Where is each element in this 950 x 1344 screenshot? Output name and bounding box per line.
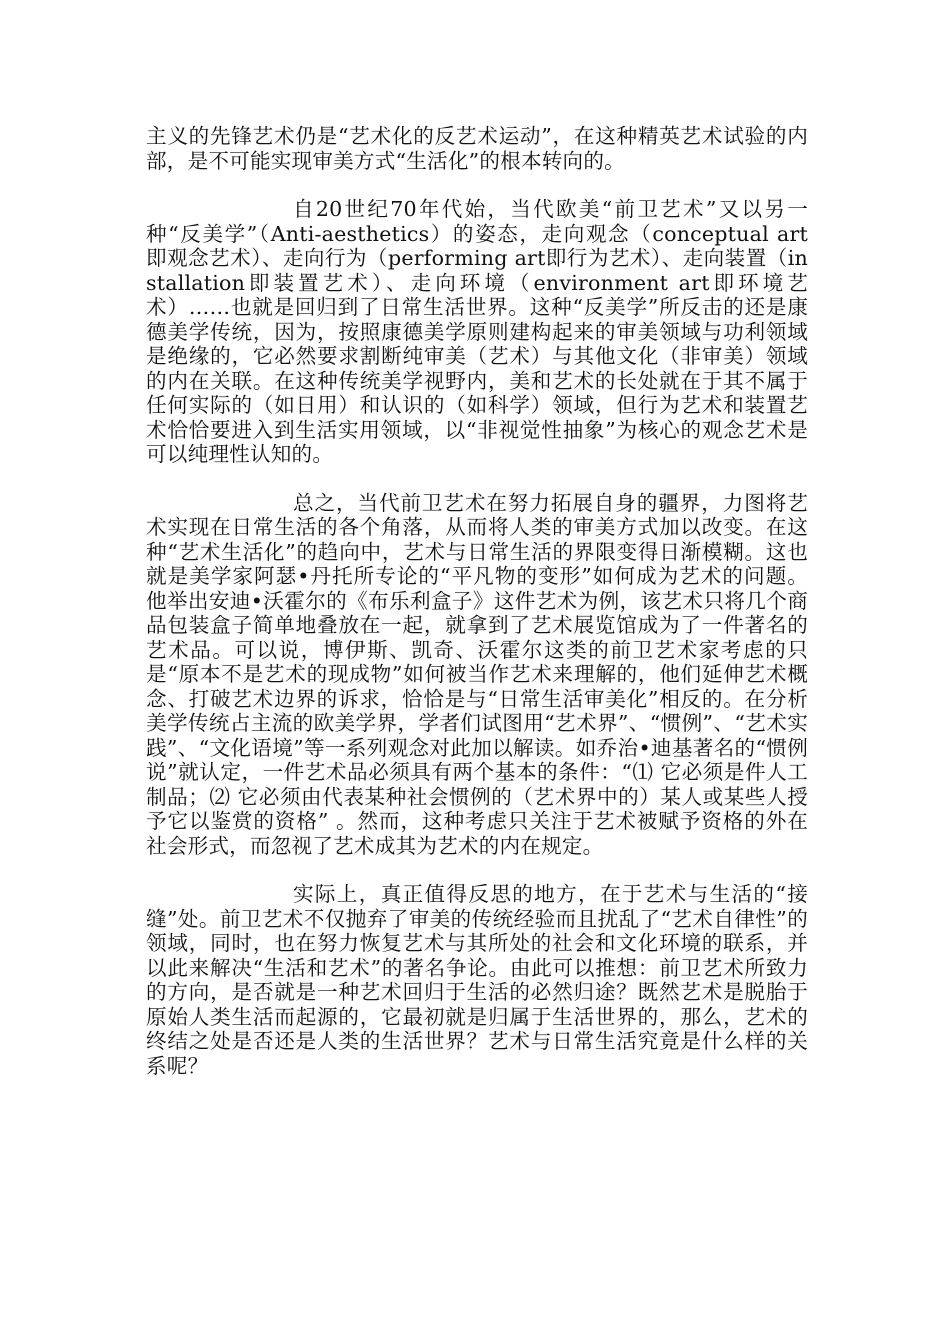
paragraph-2: 自20世纪70年代始，当代欧美“前卫艺术”又以另一种“反美学”（Anti-aesthetics）的姿态，走向观念（conceptual art 即观念艺术）、走向行为（performing art即行为艺术）、走向装置（installation即装置艺术）、走向环境（environment art即环境艺术）……也就是回归到了日常生活世界。这种“反美学”所反击的还是康德美学传统，因为，按照康德美学原则建构起来的审美领域与功利领域是绝缘的，它必然要求割断纯审美（艺术）与其他文化（非审美）领域的内在关联。在这种传统美学视野内，美和艺术的长处就在于其不属于任何实际的（如日用）和认识的（如科学）领域，但行为艺术和装置艺术恰恰要进入到生活实用领域，以“非视觉性抽象”为核心的观念艺术是可以纯理性认知的。 [146,197,808,466]
document-page [146,124,808,1078]
paragraph-1: 主义的先锋艺术仍是“艺术化的反艺术运动”，在这种精英艺术试验的内部，是不可能实现审美方式“生活化”的根本转向的。 [146,124,808,173]
paragraph-4: 实际上，真正值得反思的地方，在于艺术与生活的“接缝”处。前卫艺术不仅抛弃了审美的传统经验而且扰乱了“艺术自律性”的领域，同时，也在努力恢复艺术与其所处的社会和文化环境的联系，并以此来解决“生活和艺术”的著名争论。由此可以推想：前卫艺术所致力的方向，是否就是一种艺术回归于生活的必然归途？既然艺术是脱胎于原始人类生活而起源的，它最初就是归属于生活世界的，那么，艺术的终结之处是否还是人类的生活世界？艺术与日常生活究竟是什么样的关系呢？ [146,882,808,1078]
paragraph-3: 总之，当代前卫艺术在努力拓展自身的疆界，力图将艺术实现在日常生活的各个角落，从而将人类的审美方式加以改变。在这种“艺术生活化”的趋向中，艺术与日常生活的界限变得日渐模糊。这也就是美学家阿瑟•丹托所专论的“平凡物的变形”如何成为艺术的问题。 他举出安迪•沃霍尔的《布乐利盒子》这件艺术为例，该艺术只将几个商品包装盒子简单地叠放在一起，就拿到了艺术展览馆成为了一件著名的艺术品。可以说，博伊斯、凯奇、沃霍尔这类的前卫艺术家考虑的只是“原本不是艺术的现成物”如何被当作艺术来理解的，他们延伸艺术概念、打破艺术边界的诉求，恰恰是与“日常生活审美化”相反的。在分析美学传统占主流的欧美学界，学者们试图用“艺术界”、“惯例”、“艺术实践”、“文化语境”等一系列观念对此加以解读。如乔治•迪基著名的“惯例说”就认定，一件艺术品必须具有两个基本的条件：“⑴ 它必须是件人工制品；⑵ 它必须由代表某种社会惯例的（艺术界中的）某人或某些人授予它以鉴赏的资格” 。然而，这种考虑只关注于艺术被赋予资格的外在社会形式，而忽视了艺术成其为艺术的内在规定。 [146,490,808,858]
